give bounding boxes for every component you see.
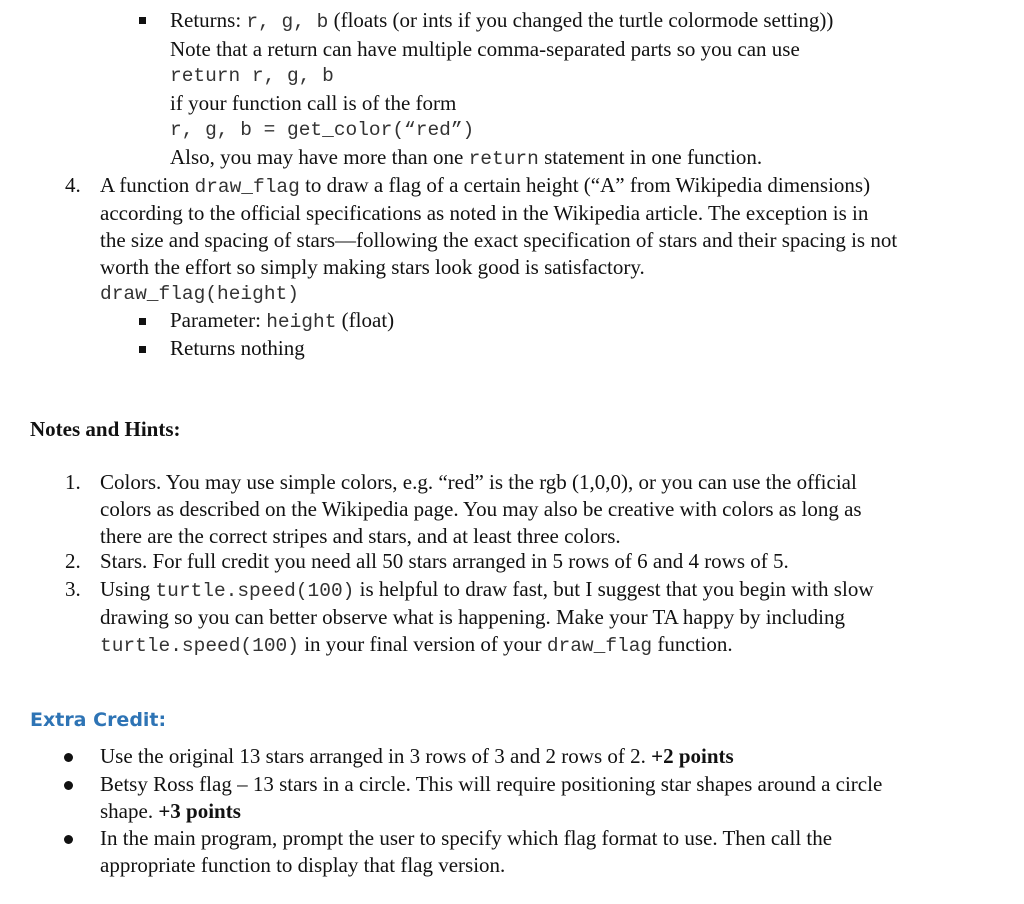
extra-1-points: +2 points <box>651 744 734 768</box>
note-2-line-1: Stars. For full credit you need all 50 stars arranged in 5 rows of 6 and 4 rows of 5. <box>100 549 789 573</box>
call-code-line: r, g, b = get_color(“red”) <box>170 119 475 141</box>
extra-2-line-2: shape. +3 points <box>100 799 241 823</box>
square-bullet-icon <box>139 346 146 353</box>
returns-nothing-line: Returns nothing <box>170 336 305 360</box>
extra-3-line-2: appropriate function to display that flag version. <box>100 853 506 877</box>
also-line: Also, you may have more than one return statement in one function. <box>170 145 763 170</box>
returns-label: Returns: <box>170 8 242 32</box>
note-line: Note that a return can have multiple comma-separated parts so you can use <box>170 37 800 61</box>
note-2-number: 2. <box>65 549 81 573</box>
extra-3-line-1: In the main program, prompt the user to specify which flag format to use. Then call the <box>100 826 833 850</box>
extra-credit-heading: Extra Credit: <box>30 709 167 731</box>
return-code-line: return r, g, b <box>170 65 334 87</box>
note-1-line-2: colors as described on the Wikipedia page. You may also be creative with colors as long as <box>100 497 862 521</box>
item-4-line-4: worth the effort so simply making stars look good is satisfactory. <box>100 255 645 279</box>
returns-desc: (floats (or ints if you changed the turtle colormode setting)) <box>333 8 834 32</box>
draw-flag-code: draw_flag <box>194 176 300 198</box>
return-keyword-code: return <box>468 148 539 170</box>
turtle-speed-code: turtle.speed(100) <box>155 580 355 602</box>
square-bullet-icon <box>139 318 146 325</box>
note-1-line-1: Colors. You may use simple colors, e.g. “red” is the rgb (1,0,0), or you can use the official <box>100 470 857 494</box>
item-4-line-2: according to the official specifications as noted in the Wikipedia article. The exception is in <box>100 201 869 225</box>
if-line: if your function call is of the form <box>170 91 457 115</box>
notes-heading: Notes and Hints: <box>30 417 181 441</box>
note-1-line-3: there are the correct stripes and stars, and at least three colors. <box>100 524 621 548</box>
note-3-line-3: turtle.speed(100) in your final version of your draw_flag function. <box>100 632 733 657</box>
extra-2-line-1: Betsy Ross flag – 13 stars in a circle. This will require positioning star shapes around a circle <box>100 772 883 796</box>
note-3-line-1: Using turtle.speed(100) is helpful to draw fast, but I suggest that you begin with slow <box>100 577 874 602</box>
note-3-number: 3. <box>65 577 81 601</box>
returns-line <box>170 7 833 36</box>
extra-1-line: Use the original 13 stars arranged in 3 rows of 3 and 2 rows of 2. +2 points <box>100 744 734 768</box>
item-4-line-3: the size and spacing of stars—following the exact specification of stars and their spacing is not <box>100 228 898 252</box>
returns-vars-code: r, g, b <box>246 11 329 33</box>
note-1-number: 1. <box>65 470 81 494</box>
parameter-line: Parameter: height (float) <box>170 308 395 333</box>
height-code: height <box>266 311 337 333</box>
note-3-line-2: drawing so you can better observe what is happening. Make your TA happy by including <box>100 605 846 629</box>
extra-2-points: +3 points <box>158 799 241 823</box>
item-4-number: 4. <box>65 173 81 197</box>
draw-flag-code: draw_flag <box>546 635 653 657</box>
turtle-speed-code: turtle.speed(100) <box>100 635 299 657</box>
round-bullet-icon <box>64 835 73 844</box>
draw-flag-signature: draw_flag(height) <box>100 283 299 305</box>
round-bullet-icon <box>64 781 73 790</box>
square-bullet-icon <box>139 17 146 24</box>
item-4-line-1: A function draw_flag to draw a flag of a certain height (“A” from Wikipedia dimensions) <box>100 173 871 198</box>
round-bullet-icon <box>64 753 73 762</box>
